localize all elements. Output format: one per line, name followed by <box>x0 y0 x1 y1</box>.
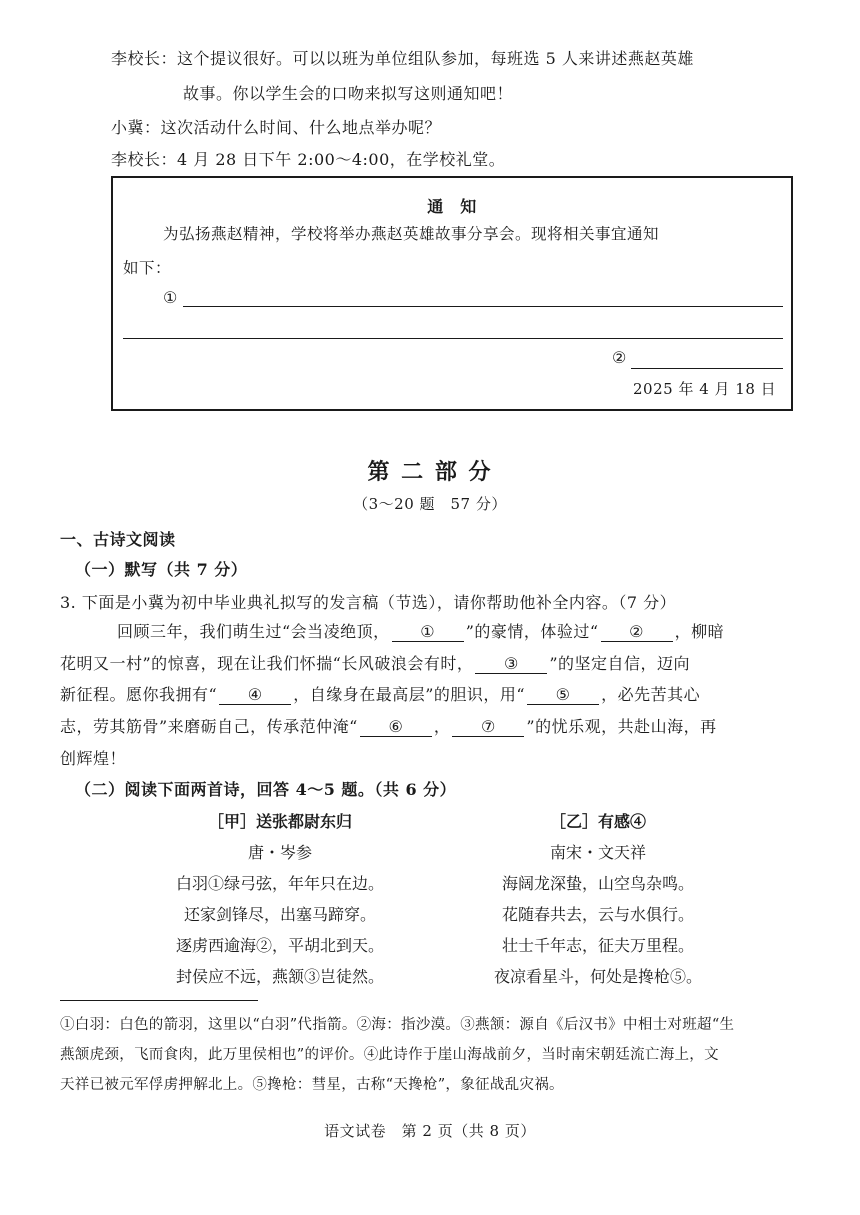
q3-text: ”的坚定自信，迈向 <box>549 654 691 673</box>
subsection-1-heading: （一）默写（共 7 分） <box>75 560 248 579</box>
q3-blank-5: ⑤ <box>527 686 599 705</box>
section-heading: 一、古诗文阅读 <box>60 530 176 549</box>
q3-text: 志，劳其筋骨”来磨砺自己，传承范仲淹“ <box>60 717 358 736</box>
footnote-line-3: 天祥已被元军俘虏押解北上。⑤搀枪：彗星，古称“天搀枪”，象征战乱灾祸。 <box>60 1077 564 1093</box>
notice-title: 通 知 <box>427 197 477 216</box>
q3-text: 新征程。愿你我拥有“ <box>60 685 218 704</box>
dialogue-line-3: 李校长：4 月 28 日下午 2:00～4:00，在学校礼堂。 <box>111 150 506 169</box>
q3-blank-3: ③ <box>475 655 547 674</box>
footnote-divider <box>60 1000 258 1001</box>
q3-text: 花明又一村”的惊喜，现在让我们怀揣“长风破浪会有时， <box>60 654 474 673</box>
q3-text: ，柳暗 <box>674 622 725 641</box>
poem-b-author: 南宋・文天祥 <box>549 843 646 862</box>
notice-body-line-2: 如下： <box>123 259 172 277</box>
poem-a-line: 白羽①绿弓弦，年年只在边。 <box>175 874 384 893</box>
poem-b-line: 海阔龙深蛰，山空鸟杂鸣。 <box>501 874 694 893</box>
q3-blank-6: ⑥ <box>360 718 432 737</box>
poem-a-author: 唐・岑参 <box>247 843 312 862</box>
q3-row-5: 创辉煌！ <box>60 749 127 768</box>
q3-row-3 <box>60 682 700 705</box>
q3-stem: 3. 下面是小冀为初中毕业典礼拟写的发言稿（节选），请你帮助他补全内容。（7 分） <box>60 593 677 612</box>
q3-blank-7: ⑦ <box>452 718 524 737</box>
part2-subtitle: （3～20 题 57 分） <box>353 495 507 513</box>
q3-blank-4: ④ <box>219 686 291 705</box>
poem-b-line: 壮士千年志，征夫万里程。 <box>501 936 694 955</box>
q3-text: 回顾三年，我们萌生过“会当凌绝顶， <box>117 622 390 641</box>
page-footer: 语文试卷 第 2 页（共 8 页） <box>324 1122 536 1140</box>
notice-date: 2025 年 4 月 18 日 <box>633 380 777 398</box>
q3-text: ，自缘身在最高层”的胆识，用“ <box>293 685 526 704</box>
q3-text: ”的豪情，体验过“ <box>465 622 599 641</box>
notice-body-line-1: 为弘扬燕赵精神，学校将举办燕赵英雄故事分享会。现将相关事宜通知 <box>163 225 660 243</box>
q3-row-4 <box>60 714 717 737</box>
q3-blank-1: ① <box>392 623 464 642</box>
part2-title: 第 二 部 分 <box>367 459 493 485</box>
poem-b <box>448 806 748 992</box>
poem-b-line: 夜凉看星斗，何处是搀枪⑤。 <box>493 967 702 986</box>
q3-text: ”的忧乐观，共赴山海，再 <box>526 717 717 736</box>
q3-text: ，必先苦其心 <box>601 685 701 704</box>
poem-a-title: ［甲］送张都尉东归 <box>207 812 352 831</box>
poem-a-line: 封侯应不远，燕颔③岂徒然。 <box>175 967 384 986</box>
poem-a-line: 逐虏西逾海②，平胡北到天。 <box>175 936 384 955</box>
subsection-2-heading: （二）阅读下面两首诗，回答 4～5 题。（共 6 分） <box>75 780 457 799</box>
notice-blank-rule-2 <box>123 338 783 339</box>
q3-row-2 <box>60 651 690 674</box>
dialogue-line-1-cont: 故事。你以学生会的口吻来拟写这则通知吧！ <box>183 84 514 103</box>
poem-b-title: ［乙］有感④ <box>549 812 646 831</box>
notice-blank-2-mark: ② <box>612 348 627 367</box>
notice-blank-2-rule <box>631 368 783 369</box>
poem-b-line: 花随春共去，云与水俱行。 <box>501 905 694 924</box>
dialogue-line-2: 小冀：这次活动什么时间、什么地点举办呢？ <box>111 118 442 137</box>
q3-row-1 <box>117 619 724 642</box>
notice-blank-1-rule <box>183 306 783 307</box>
poem-a-line: 还家剑锋尽，出塞马蹄穿。 <box>183 905 376 924</box>
q3-text: ， <box>433 717 451 736</box>
notice-box <box>111 176 793 411</box>
notice-blank-1-mark: ① <box>163 288 178 307</box>
poem-a <box>130 806 430 992</box>
footnote-line-1: ①白羽：白色的箭羽，这里以“白羽”代指箭。②海：指沙漠。③燕颔：源自《后汉书》中相士对班超“生 <box>60 1017 735 1033</box>
footnote-line-2: 燕颔虎颈，飞而食肉，此万里侯相也”的评价。④此诗作于崖山海战前夕，当时南宋朝廷流亡海上，文 <box>60 1047 719 1063</box>
q3-blank-2: ② <box>601 623 673 642</box>
dialogue-line-1: 李校长：这个提议很好。可以以班为单位组队参加，每班选 5 人来讲述燕赵英雄 <box>111 49 694 68</box>
